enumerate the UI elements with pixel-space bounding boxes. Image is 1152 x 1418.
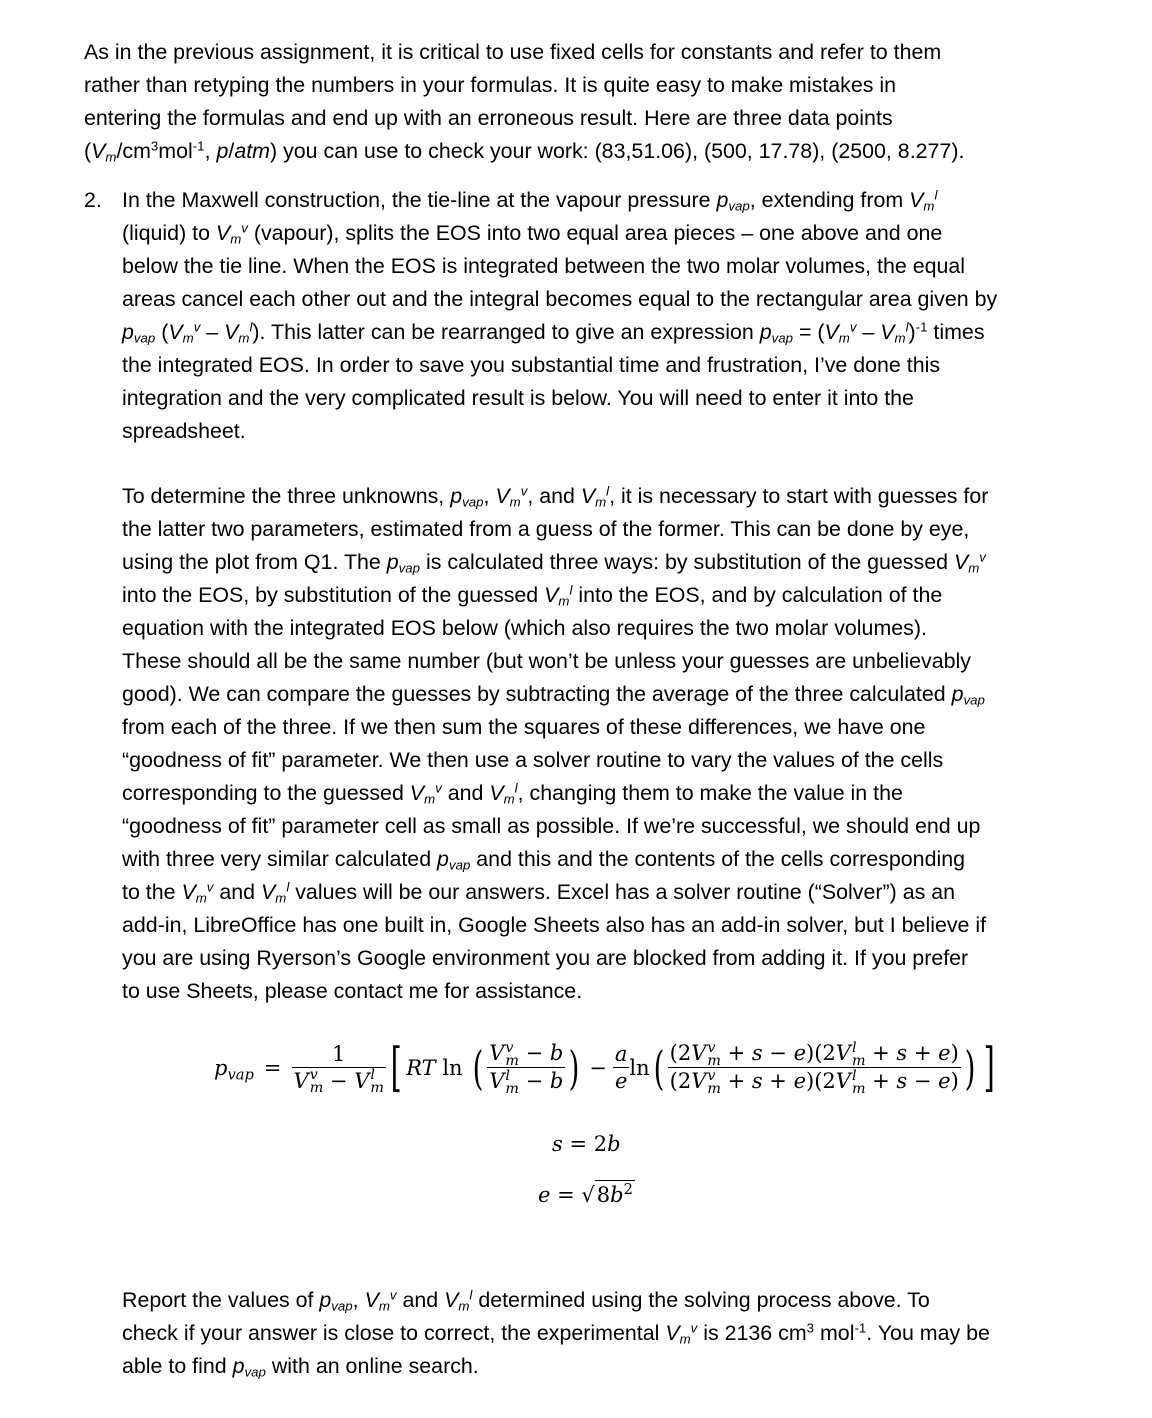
question-2-paragraph: In the Maxwell construction, the tie-line at the vapour pressure $p_{vap}$, extending from $V_m^l$ (liquid) to $V_m^v$ (vapour), splits the EOS into two equal area pieces – one above and one below the tie line. When the EOS is integrated between the two molar volumes, the equal areas cancel each other out and the integral becomes equal to the rectangular area given by $p_{vap}$ $(V_m^v - V_m^l)$. This latter can be rearranged to give an expression $p_{vap} = (V_m^v - V_m^l)^{-1}$ times the integrated EOS. In order to save you substantial time and frustration, I’ve done this integration and the very complicated result is below. You will need to enter it into the spreadsheet. [122, 187, 998, 443]
intro-line: As in the previous assignment, it is critical to use fixed cells for constants and refer to them [84, 40, 942, 64]
intro-line: entering the formulas and end up with an erroneous result. Here are three data points [84, 106, 893, 130]
report-paragraph: Report the values of $p_{vap}$, $V_m^v$ and $V_m^l$ determined using the solving process above. To check if your answer is close to correct, the experimental $V_m^v$ is 2136 $cm^3$ mol$^{-1}$. You may be able to find $p_{vap}$ with an online search. [122, 1287, 990, 1380]
intro-paragraph [84, 36, 964, 168]
vapour-pressure-equation: $p_{vap}$ = 1 V v m − V l m [ RT ln ( V v m − b V l m − b ) − $\frac{a}{e}$ ln ( (2V v m + s − e)(2V l m + s + e) (2V v m + s + e)(2V l m + s − e) ) ] [214, 1037, 995, 1098]
intro-line: ($V_m/cm^3mol^{-1}$, p/atm) you can use to check your work: (83,51.06), (500, 17.78), (2500, 8.277). [84, 138, 965, 165]
method-paragraph: To determine the three unknowns, $p_{vap}$, $V_m^v$, and $V_m^l$, it is necessary to start with guesses for the latter two parameters, estimated from a guess of the former. This can be done by eye, using the plot from Q1. The $p_{vap}$ is calculated three ways: by substitution of the guessed $V_m^v$ into the EOS, by substitution of the guessed $V_m^l$ into the EOS, and by calculation of the equation with the integrated EOS below (which also requires the two molar volumes). These should all be the same number (but won’t be unless your guesses are unbelievably good). We can compare the guesses by subtracting the average of the three calculated $p_{vap}$ from each of the three. If we then sum the squares of these differences, we have one “goodness of fit” parameter. We then use a solver routine to vary the values of the cells corresponding to the guessed $V_m^v$ and $V_m^l$, changing them to make the value in the “goodness of fit” parameter cell as small as possible. If we’re successful, we should end up with three very similar calculated $p_{vap}$ and this and the contents of the cells corresponding to the $V_m^v$ and $V_m^l$ values will be our answers. Excel has a solver routine (“Solver”) as an add-in, LibreOffice has one built in, Google Sheets also has an add-in solver, but I believe if you are using Ryerson’s Google environment you are blocked from adding it. If you prefer to use Sheets, please contact me for assistance. [122, 483, 989, 1003]
s-definition: s = 2b [552, 1132, 621, 1156]
question-number: 2. [84, 188, 102, 212]
e-definition: $e = √8b^2$ [538, 1180, 633, 1207]
intro-line: rather than retyping the numbers in your formulas. It is quite easy to make mistakes in [84, 73, 897, 97]
